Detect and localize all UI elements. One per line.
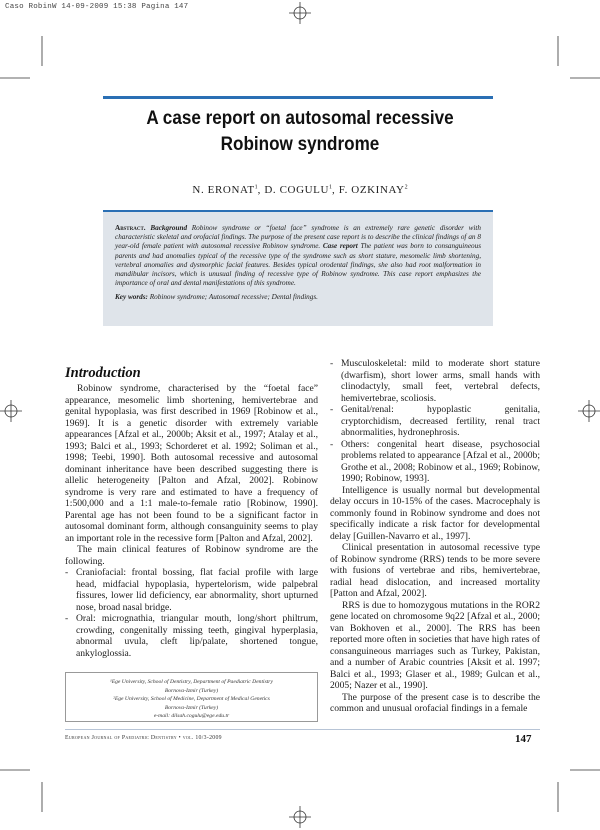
registration-mark-bottom-icon bbox=[289, 806, 311, 828]
keywords-label: Key words: bbox=[115, 293, 148, 302]
abstract-case-label: Case report bbox=[322, 242, 358, 251]
crop-mark-top-left-icon bbox=[0, 36, 60, 96]
author-affil-marker: 2 bbox=[404, 184, 408, 191]
file-slug: Caso RobinW 14-09-2009 15:38 Pagina 147 bbox=[5, 3, 189, 11]
abstract-background-label: Background bbox=[150, 224, 188, 232]
crop-mark-bottom-right-icon bbox=[540, 752, 600, 812]
feature-item-others: - Others: congenital heart disease, psychosocial problems related to appearance [Afzal et al., 2000b; Grothe et al., 2008; Robinow et al., 1969; Robinow, 1990; Robinow, 1993]. bbox=[330, 439, 540, 485]
contact-email: e-mail: dilsah.cogulu@ege.edu.tr bbox=[153, 713, 230, 720]
journal-footer: European Journal of Paediatric Dentistry • vol. 10/3-2009 bbox=[65, 735, 222, 741]
feature-item-musculoskeletal: - Musculoskeletal: mild to moderate short stature (dwarfism), short lower arms, small hands with clinodactyly, small feet, vertebral defects, hemivertebrae, scoliosis. bbox=[330, 358, 540, 404]
page-number: 147 bbox=[515, 733, 532, 745]
intro-paragraph-4: Clinical presentation in autosomal recessive type of Robinow syndrome (RRS) tends to be more severe with fusions of vertebrae and ribs, hemivertebrae, radial head dislocation, and increased mortality [Patton and Afzal, 2002]. bbox=[330, 542, 540, 599]
clinical-features-list-left bbox=[65, 567, 318, 659]
affiliation-line: Bornova-Izmir (Turkey) bbox=[164, 704, 219, 711]
abstract-case-text: The patient was born to consanguineous parents and had anomalies typical of the recessive type of the syndrome such as short stature, mesomelic limb shortening, vertebral anomalies and dysmorphic facial features. Besides typical orodental findings, she also had root malformation in mandibular incisors, which is unusual finding of recessive type of Robinow syndrome. This case report emphasizes the importance of oral and dental manifestations of this syndrome. bbox=[115, 242, 482, 288]
intro-paragraph-3: Intelligence is usually normal but developmental delay occurs in 10-15% of the cases. Macrocephaly is commonly found in Robinow syndrome and does not specifically indicate a risk factor for developmental delay [Guillen-Navarro et al., 1997]. bbox=[330, 484, 540, 542]
registration-mark-top-icon bbox=[289, 2, 311, 24]
right-column bbox=[330, 358, 540, 715]
author-name: D. COGULU bbox=[264, 184, 330, 196]
intro-paragraph-1: Robinow syndrome, characterised by the “foetal face” appearance, mesomelic limb shortening, hemivertebrae and genital hypoplasia, was first described in 1969 [Robinow et al., 1969]. It is a genetic disorder with extremely variable appearances [Afzal et al., 2000b; Aksit et al., 1997; Atalay et al., 1993; Balci et al., 1993; Schorderet et al. 1992; Soliman et al., 1998; Teebi, 1990]. Both autosomal recessive and autosomal dominant inheritance have been described suggesting there is allelic heterogeneity [Palton and Afzal, 2002]. Robinow syndrome is very rare and estimated to have a frequency of 1:500,000 and a 1:1 male-to-female ratio [Robinow, 1990]. Parental age has not been found to be a significant factor in autosomal dominant form, although consanguinity seems to play an important role in the recessive form [Palton and Afzal, 2002]. bbox=[65, 383, 318, 544]
abstract-background-text: Robinow syndrome or “foetal face” syndrome is an extremely rare genetic disorder with characteristic skeletal and orofacial findings. The purpose of the present case report is to describe the clinical findings of an 8 year-old female patient with autosomal recessive Robinow syndrome. bbox=[115, 224, 482, 251]
intro-paragraph-2: The main clinical features of Robinow syndrome are the following. bbox=[65, 544, 318, 567]
abstract-body bbox=[115, 224, 481, 288]
registration-mark-left-icon bbox=[0, 400, 22, 422]
author-name: N. ERONAT bbox=[192, 184, 255, 196]
author-affil-marker: 1 bbox=[329, 184, 333, 191]
author-affil-marker: 1 bbox=[254, 184, 258, 191]
registration-mark-right-icon bbox=[578, 400, 600, 422]
keywords-text: Robinow syndrome; Autosomal recessive; Dental findings. bbox=[149, 293, 318, 302]
author-list: N. ERONAT$^1$, D. COGULU$^1$, F. OZKINAY$^2$ bbox=[192, 184, 408, 196]
clinical-features-list-right bbox=[330, 358, 540, 485]
left-column bbox=[65, 365, 318, 659]
feature-item-oral: - Oral: micrognathia, triangular mouth, long/short philtrum, crowding, congenitally missing teeth, gingival hyperplasia, abnormal uvula, cleft lip/palate, shortened tongue, ankyloglossia. bbox=[65, 613, 318, 659]
section-heading-introduction: Introduction bbox=[65, 365, 141, 381]
crop-mark-bottom-left-icon bbox=[0, 752, 60, 812]
author-name: F. OZKINAY bbox=[338, 184, 405, 196]
crop-mark-top-right-icon bbox=[540, 36, 600, 96]
affiliation-line: ²Ege University, School of Medicine, Department of Medical Genetics bbox=[113, 696, 270, 703]
feature-item-craniofacial: - Craniofacial: frontal bossing, flat facial profile with large head, midfacial hypoplasia, hypertelorism, wide palpebral fissures, lower lid deficiency, ear abnormality, short upturned nose, broad nasal bridge. bbox=[65, 567, 318, 613]
affiliation-line: Bornova-Izmir (Turkey) bbox=[164, 687, 219, 694]
footer-rule bbox=[65, 729, 540, 730]
affiliation-line: ¹Ege University, School of Dentistry, Department of Paediatric Dentistry bbox=[110, 679, 273, 685]
feature-item-genital-renal: - Genital/renal: hypoplastic genitalia, cryptorchidism, decreased fertility, renal tract abnormalities, hydronephrosis. bbox=[330, 404, 540, 439]
article-title bbox=[84, 106, 516, 158]
abstract-label: Abstract. bbox=[115, 224, 146, 232]
title-line-1: A case report on autosomal recessive bbox=[146, 108, 454, 129]
abstract-box bbox=[103, 210, 493, 326]
title-accent-rule bbox=[103, 96, 493, 99]
affiliations-box bbox=[65, 672, 318, 722]
keywords bbox=[115, 293, 481, 302]
title-line-2: Robinow syndrome bbox=[220, 134, 380, 155]
intro-paragraph-6: The purpose of the present case is to describe the common and unusual orofacial findings in a female bbox=[330, 691, 540, 714]
intro-paragraph-5: RRS is due to homozygous mutations in the ROR2 gene located on chromosome 9q22 [Afzal et al., 2000; van Bokhoven et al., 2000]. The RRS has been reported more often in societies that have high rates of consanguineous marriages such as Turkey, Pakistan, and a number of Arabic countries [Aksit et al. 1997; Balci et al., 1993; Glaser et al., 1989; Gulcan et al., 2005; Nazer et al., 1990]. bbox=[330, 599, 540, 691]
